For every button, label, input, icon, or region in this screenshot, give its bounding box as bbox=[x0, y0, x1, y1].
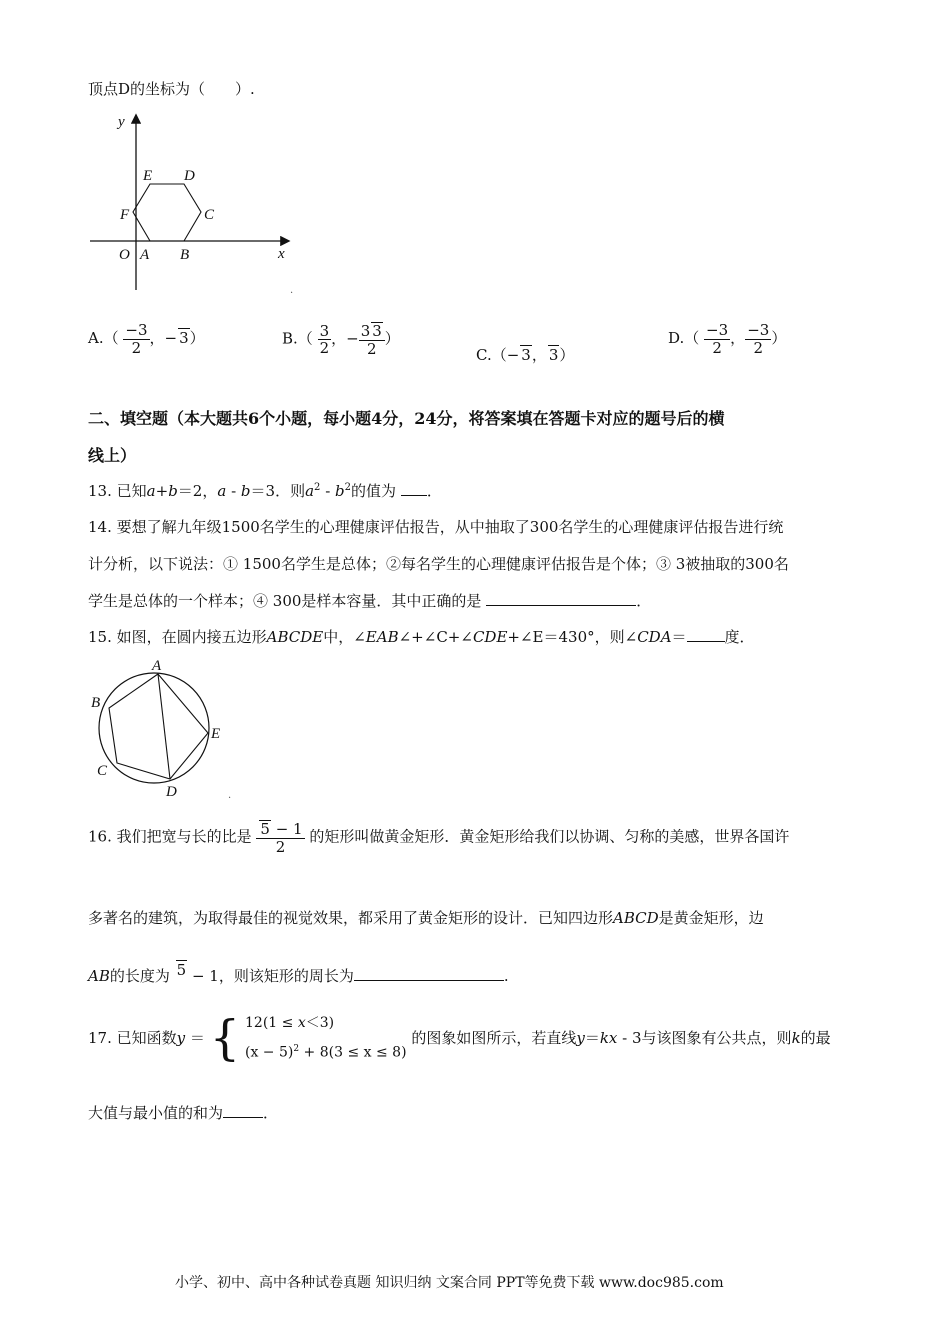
label-b: B bbox=[91, 695, 101, 711]
page-footer: 小学、初中、高中各种试卷真题 知识归纳 文案合同 PPT等免费下载 www.doc985.com bbox=[175, 1275, 724, 1291]
hexagon bbox=[133, 184, 201, 241]
q14-line1: 14. 要想了解九年级1500名学生的心理健康评估报告，从中抽取了300名学生的心理健康评估报告进行统 bbox=[88, 518, 784, 536]
q17-answer-blank[interactable] bbox=[223, 1103, 263, 1118]
q14-answer-blank[interactable] bbox=[486, 591, 636, 606]
label-c: C bbox=[204, 207, 215, 223]
label-x: x bbox=[278, 246, 285, 262]
q15: 15. 如图，在圆内接五边形ABCDE中，∠EAB∠+∠C+∠CDE+∠E＝430°，则∠CDA＝ 度． bbox=[88, 628, 755, 646]
label-e: E bbox=[143, 168, 153, 184]
pentagon-circle-figure bbox=[88, 655, 238, 805]
circumcircle bbox=[99, 673, 209, 783]
option-a[interactable]: A.（ $\frac{-3}{2}$ ，− 3） bbox=[88, 321, 205, 357]
label-b: B bbox=[180, 247, 190, 263]
q14-line3: 学生是总体的一个样本；④ 300是样本容量．其中正确的是 ． bbox=[88, 592, 652, 610]
q16-line3: AB的长度为 5 − 1，则该矩形的周长为 . bbox=[88, 961, 509, 985]
label-e: E bbox=[211, 726, 221, 742]
q13-answer-blank[interactable] bbox=[401, 481, 427, 496]
label-a: A bbox=[152, 658, 162, 674]
q16-line2: 多著名的建筑，为取得最佳的视觉效果，都采用了黄金矩形的设计．已知四边形ABCD是黄金矩形，边 bbox=[88, 909, 764, 927]
label-d: D bbox=[184, 168, 195, 184]
figure-mark: . bbox=[228, 790, 232, 801]
hexagon-coordinate-figure bbox=[88, 108, 308, 298]
option-c[interactable]: C.（− 3， 3） bbox=[476, 346, 575, 364]
q15-answer-blank[interactable] bbox=[687, 627, 725, 642]
diagonal-ad bbox=[158, 674, 170, 779]
q12-prompt: 顶点D的坐标为（ ）. bbox=[88, 80, 255, 98]
q17-line2: 大值与最小值的和为 ． bbox=[88, 1104, 279, 1122]
figure-mark: . bbox=[290, 285, 294, 296]
q17-line1: 17. 已知函数y ＝ { 12(1 ≤ x＜3) $(x - 5)^2 + 8(3 \le x \le 8)$ 的图象如图所示，若直线y＝kx - 3与该图象有公共点，则k的最 bbox=[88, 1009, 831, 1066]
q16-answer-blank[interactable] bbox=[354, 966, 504, 981]
label-f: F bbox=[120, 207, 130, 223]
label-a: A bbox=[140, 247, 150, 263]
q13: 13. 已知a+b＝2，a - b＝3．则$a^2 - b^2$的值为 ． bbox=[88, 482, 442, 500]
option-d[interactable]: D.（ $\frac{-3}{2}$ ， $\frac{-3}{2}$ ） bbox=[668, 321, 787, 357]
section-heading-line2: 线上） bbox=[88, 446, 137, 465]
q16-line1: 16. 我们把宽与长的比是 $\frac{5 - 1}{2}$ 的矩形叫做黄金矩形．黄金矩形给我们以协调、匀称的美感，世界各国许 bbox=[88, 820, 790, 856]
label-c: C bbox=[97, 763, 108, 779]
label-y: y bbox=[118, 114, 125, 130]
q14-line2: 计分析，以下说法：① 1500名学生是总体；②每名学生的心理健康评估报告是个体；③ 3被抽取的300名 bbox=[88, 555, 789, 573]
section-heading: 二、填空题（本大题共6个小题，每小题4分，24分，将答案填在答题卡对应的题号后的横 bbox=[88, 409, 725, 428]
label-d: D bbox=[166, 784, 177, 800]
label-o: O bbox=[119, 247, 130, 263]
option-b[interactable]: B.（ $\frac{3}{2}$ ，− $\frac{3 3}{2}$ ） bbox=[282, 321, 400, 358]
